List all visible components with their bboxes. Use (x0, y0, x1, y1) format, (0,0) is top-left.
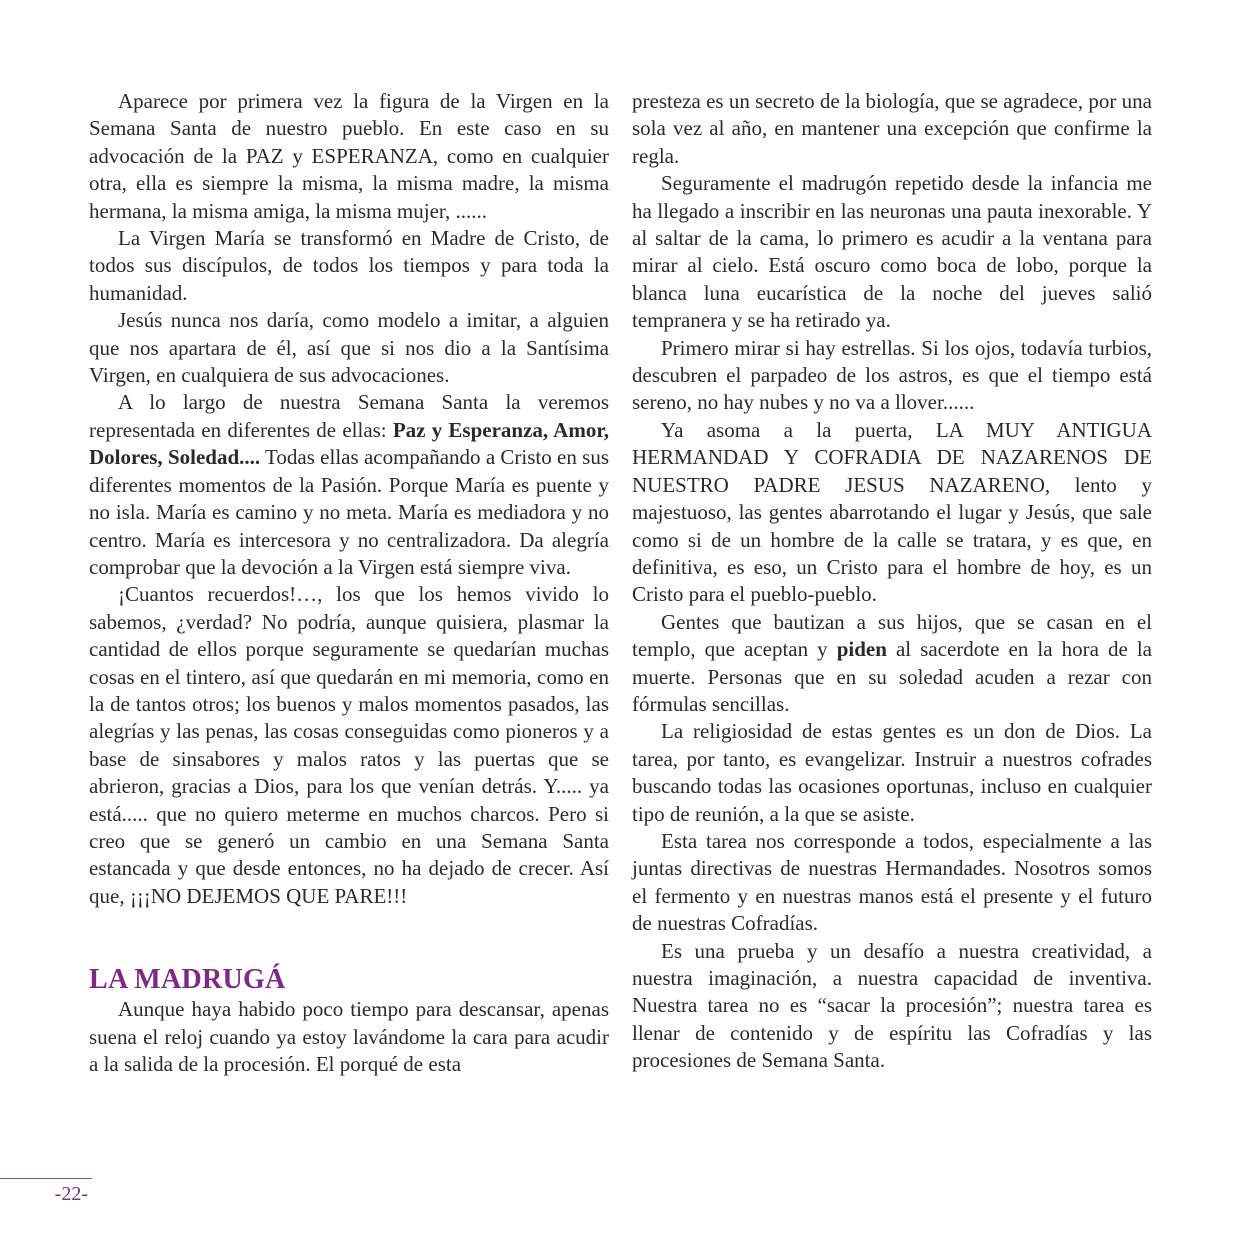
piden-bold: piden (836, 637, 887, 662)
paragraph-text: Todas ellas acompañando a Cristo en sus diferentes momentos de la Pasión. Porque María es puente y no isla. María es camino y no meta. María es mediadora y no centro. María es intercesora y no centralizadora. Da alegría comprobar que la devoción a la Virgen está siempre viva. (89, 445, 609, 579)
paragraph: Seguramente el madrugón repetido desde la infancia me ha llegado a inscribir en las neuronas una pauta inexorable. Y al saltar de la cama, lo primero es acudir a la ventana para mirar al cielo. Está oscuro como boca de lobo, porque la blanca luna eucarística de la noche del jueves salió tempranera y se ha retirado ya. (632, 171, 1152, 333)
paragraph-text: Gentes que bautizan a sus hijos, que se casan en el templo, que aceptan y (632, 609, 1152, 662)
paragraph: La Virgen María se transformó en Madre de Cristo, de todos sus discípulos, de todos los tiempos y para toda la humanidad. (89, 226, 609, 305)
paragraph: Ya asoma a la puerta, LA MUY ANTIGUA HERMANDAD Y COFRADIA DE NAZARENOS DE NUESTRO PADRE JESUS NAZARENO, lento y majestuoso, las gentes abarrotando el lugar y Jesús, que sale como si de un hombre de la calle se tratara, y es que, en definitiva, es eso, un Cristo para el hombre de hoy, es un Cristo para el pueblo-pueblo. (632, 417, 1152, 607)
paragraph: presteza es un secreto de la biología, que se agradece, por una sola vez al año, en mantener una excepción que confirme la regla. (632, 89, 1152, 168)
paragraph (89, 389, 609, 581)
left-column (89, 88, 609, 1078)
paragraph: Aparece por primera vez la figura de la Virgen en la Semana Santa de nuestro pueblo. En este caso en su advocación de la PAZ y ESPERANZA, como en cualquier otra, ella es siempre la misma, la misma madre, la misma hermana, la misma amiga, la misma mujer, ...... (89, 89, 609, 223)
page-number: -22- (0, 1178, 92, 1206)
paragraph-text: A lo largo de nuestra Semana Santa la veremos representada en diferentes de ellas: (89, 390, 609, 442)
paragraph: Esta tarea nos corresponde a todos, especialmente a las juntas directivas de nuestras Hermandades. Nosotros somos el fermento y en nuestras manos está el presente y el futuro de nuestras Cofradías. (632, 828, 1152, 936)
advocaciones-bold: Paz y Esperanza, Amor, Dolores, Soledad.... (89, 417, 609, 470)
section-title: LA MADRUGÁ (89, 964, 286, 996)
right-column (632, 88, 1152, 1075)
paragraph: Aunque haya habido poco tiempo para descansar, apenas suena el reloj cuando ya estoy lavándome la cara para acudir a la salida de la procesión. El porqué de esta (89, 997, 609, 1076)
paragraph: ¡Cuantos recuerdos!…, los que los hemos vivido lo sabemos, ¿verdad? No podría, aunque quisiera, plasmar la cantidad de ellos porque seguramente se quedarían muchas cosas en el tintero, así que quedarán en mi memoria, como en la de tantos otros; los buenos y malos momentos pasados, las alegrías y las penas, las cosas conseguidas como pioneros y a base de sinsabores y malos ratos y las puertas que se abrieron, gracias a Dios, para los que venían detrás. Y..... ya está..... que no quiero meterme en muchos charcos. Pero si creo que se generó un cambio en una Semana Santa estancada y que desde entonces, no ha dejado de crecer. Así que, ¡¡¡NO DEJEMOS QUE PARE!!! (89, 582, 609, 908)
paragraph (632, 609, 1152, 719)
paragraph: La religiosidad de estas gentes es un don de Dios. La tarea, por tanto, es evangelizar. Instruir a nuestros cofrades buscando todas las ocasiones oportunas, incluso en cualquier tipo de reunión, a la que se asiste. (632, 719, 1152, 826)
paragraph: Jesús nunca nos daría, como modelo a imitar, a alguien que nos apartara de él, así que si nos dio a la Santísima Virgen, en cualquiera de sus advocaciones. (89, 308, 609, 388)
paragraph: Primero mirar si hay estrellas. Si los ojos, todavía turbios, descubren el parpadeo de los astros, es que el tiempo está sereno, no hay nubes y no va a llover...... (632, 335, 1152, 415)
paragraph: Es una prueba y un desafío a nuestra creatividad, a nuestra imaginación, a nuestra capacidad de inventiva. Nuestra tarea no es “sacar la procesión”; nuestra tarea es llenar de contenido y de espíritu las Cofradías y las procesiones de Semana Santa. (632, 938, 1152, 1073)
paragraph-text: al sacerdote en la hora de la muerte. Personas que en su soledad acuden a rezar con fórmulas sencillas. (632, 637, 1152, 716)
